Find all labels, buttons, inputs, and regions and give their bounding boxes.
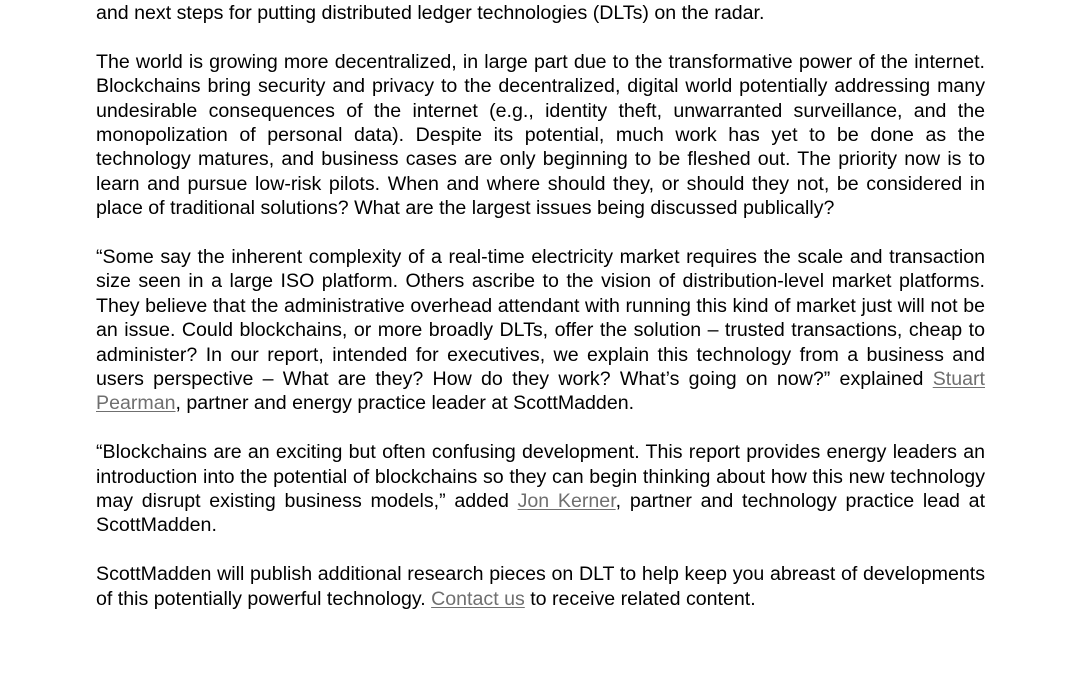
- jon-kerner-link[interactable]: Jon Kerner: [517, 490, 616, 513]
- future-research-text: ScottMadden will publish additional research pieces on DLT to help keep you abreast of developments of this potentially powerful technology.: [96, 563, 985, 610]
- stuart-pearman-link[interactable]: Stuart Pearman: [96, 368, 985, 415]
- paragraph-decentralization: The world is growing more decentralized, in large part due to the transformative power of the internet. Blockchains bring security and privacy to the decentralized, digital world potentially addressing many undesirable consequences of the internet (e.g., identity theft, unwarranted surveillance, and the monopolization of personal data). Despite its potential, much work has yet to be done as the technology matures, and business cases are only beginning to be fleshed out. The priority now is to learn and pursue low-risk pilots. When and where should they, or should they not, be considered in place of traditional solutions? What are the largest issues being discussed publically?: [96, 50, 985, 220]
- future-research-tail: to receive related content.: [524, 587, 756, 610]
- paragraph-pearman-quote: [96, 245, 985, 416]
- kerner-quote-tail: , partner and technology practice lead at ScottMadden.: [96, 490, 986, 537]
- contact-us-link[interactable]: Contact us: [431, 587, 525, 610]
- intro-line: and next steps for putting distributed ledger technologies (DLTs) on the radar.: [96, 2, 765, 24]
- paragraph-kerner-quote: [96, 440, 985, 538]
- document-page: [96, 0, 985, 611]
- paragraph-future-research: [96, 562, 985, 611]
- pearman-quote-text: “Some say the inherent complexity of a real-time electricity market requires the scale and transaction size seen in a large ISO platform. Others ascribe to the vision of distribution-level market platforms. They believe that the administrative overhead attendant with running this kind of market just will not be an issue. Could blockchains, or more broadly DLTs, offer the solution – trusted transactions, cheap to administer? In our report, intended for executives, we explain this technology from a business and users perspective – What are they? How do they work? What’s going on now?” explained: [96, 246, 985, 391]
- pearman-quote-tail: , partner and energy practice leader at ScottMadden.: [175, 392, 635, 415]
- kerner-quote-text: “Blockchains are an exciting but often confusing development. This report provides energy leaders an introduction into the potential of blockchains so they can begin thinking about how this new technology may disrupt existing business models,” added: [96, 441, 985, 513]
